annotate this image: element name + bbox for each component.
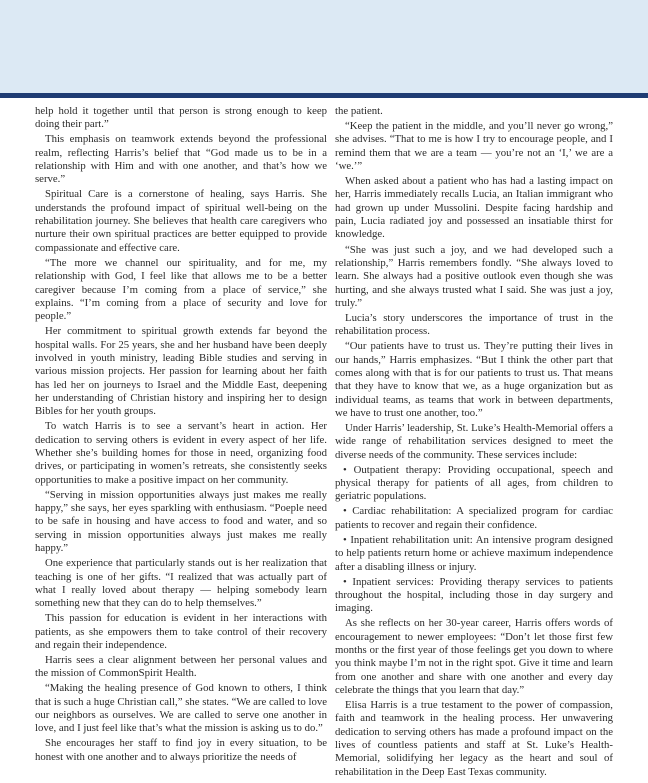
service-list-item: • Cardiac rehabilitation: A specialized program for cardiac patients to recover and regain their confidence. <box>335 505 613 531</box>
article-column-right <box>335 105 613 781</box>
paragraph: To watch Harris is to see a servant’s heart in action. Her dedication to serving others is evident in every aspect of her life. Whether she’s building homes for those in need, organizing food drives, or participating in women’s retreats, she consistently seeks opportunities to make a positive impact on her community. <box>35 420 327 486</box>
paragraph: the patient. <box>335 105 383 117</box>
paragraph: Harris sees a clear alignment between her personal values and the mission of CommonSpirit Health. <box>35 653 327 680</box>
paragraph: “The more we channel our spirituality, and for me, my relationship with God, I feel like that allows me to be a better caregiver because I’m coming from a place of service,” she explains. “I’m coming from a place of security and love for people.” <box>35 256 327 323</box>
paragraph: Her commitment to spiritual growth extends far beyond the hospital walls. For 25 years, she and her husband have been deeply involved in youth ministry, leading Bible studies and serving in various mission projects. Her passion for learning about her faith has led her on journeys to Israel and the Middle East, deepening her understanding of Christian history and inspiring her to design Bibles for her youth groups. <box>35 325 327 418</box>
paragraph: “Our patients have to trust us. They’re putting their lives in our hands,” Harris emphasizes. “But I think the other part that comes along with that is for our patients to trust us. That means that they have to know that we, as a huge organization but as individual teams, as teams that work in between departments, we have to trust one another, too.” <box>335 340 613 419</box>
paragraph: “Making the healing presence of God known to others, I think that is such a huge Christian call,” she states. “We are called to love our neighbors as ourselves. We are called to serve one another in love, and I just feel like that’s what the mission is asking us to do.” <box>35 682 327 735</box>
paragraph: Spiritual Care is a cornerstone of healing, says Harris. She understands the profound impact of spiritual well-being on the rehabilitation journey. She believes that health care caregivers who nurture their own spiritual practices are better equipped to provide compassionate and effective care. <box>35 188 327 254</box>
paragraph: When asked about a patient who has had a lasting impact on her, Harris immediately recalls Lucia, an Italian immigrant who had grown up under Mussolini. Despite facing hardship and pain, Lucia radiated joy and possessed an insatiable thirst for knowledge. <box>335 175 613 241</box>
paragraph: One experience that particularly stands out is her realization that teaching is one of her gifts. “I realized that was actually part of what I really loved about therapy — helping somebody learn something new that they can do to help themselves.” <box>35 557 327 610</box>
paragraph: This passion for education is evident in her interactions with patients, as she empowers them to take control of their recovery and regain their independence. <box>35 612 327 651</box>
service-list-item: • Inpatient rehabilitation unit: An intensive program designed to help patients return home or achieve maximum independence after a disabling illness or injury. <box>335 533 613 573</box>
paragraph: She encourages her staff to find joy in every situation, to be honest with one another and to always prioritize the needs of <box>35 737 327 763</box>
header-band <box>0 0 648 93</box>
paragraph: This emphasis on teamwork extends beyond the professional realm, reflecting Harris’s belief that “God made us to be in a relationship with Him and with one another, and that’s how we serve.” <box>35 133 327 186</box>
paragraph: help hold it together until that person is strong enough to keep doing their part.” <box>35 105 327 131</box>
paragraph: As she reflects on her 30-year career, Harris offers words of encouragement to newer employees: “Don’t let those first few months or the first year of those feelings get you down to where you think maybe I’m not in the right spot. Give it time and learn from one another and share with one another and every day celebrate the things that you learn that day.” <box>335 617 613 696</box>
paragraph: Elisa Harris is a true testament to the power of compassion, faith and teamwork in the healing process. Her unwavering dedication to serving others has made a profound impact on the lives of countless patients and staff at St. Luke’s Health-Memorial, solidifying her legacy as the heart and soul of rehabilitation in the Deep East Texas community. <box>335 699 613 778</box>
paragraph: Lucia’s story underscores the importance of trust in the rehabilitation process. <box>335 311 613 338</box>
paragraph: “Serving in mission opportunities always just makes me really happy,” she says, her eyes sparkling with enthusiasm. “Poeple need to be safe in housing and have access to food and water, and so serving in mission opportunities always just makes me really happy.” <box>35 488 327 555</box>
article-column-left <box>35 105 327 766</box>
paragraph: “Keep the patient in the middle, and you’ll never go wrong,” she advises. “That to me is how I try to encourage people, and I remind them that we are a team — you’re not an ‘I,’ we are a ‘we.’” <box>335 120 613 173</box>
service-list-item: • Inpatient services: Providing therapy services to patients throughout the hospital, including those in day surgery and imaging. <box>335 575 613 615</box>
header-divider <box>0 93 648 98</box>
paragraph: “She was just such a joy, and we had developed such a relationship,” Harris remembers fondly. “She always loved to learn. She always had a positive outlook even though she was hurting, and she always trusted what I said. She was just a joy, truly.” <box>335 243 613 309</box>
service-list-item: • Outpatient therapy: Providing occupational, speech and physical therapy for patients of all ages, from children to geriatric populations. <box>335 463 613 503</box>
paragraph: Under Harris’ leadership, St. Luke’s Health-Memorial offers a wide range of rehabilitation services designed to meet the diverse needs of the community. These services include: <box>335 422 613 461</box>
